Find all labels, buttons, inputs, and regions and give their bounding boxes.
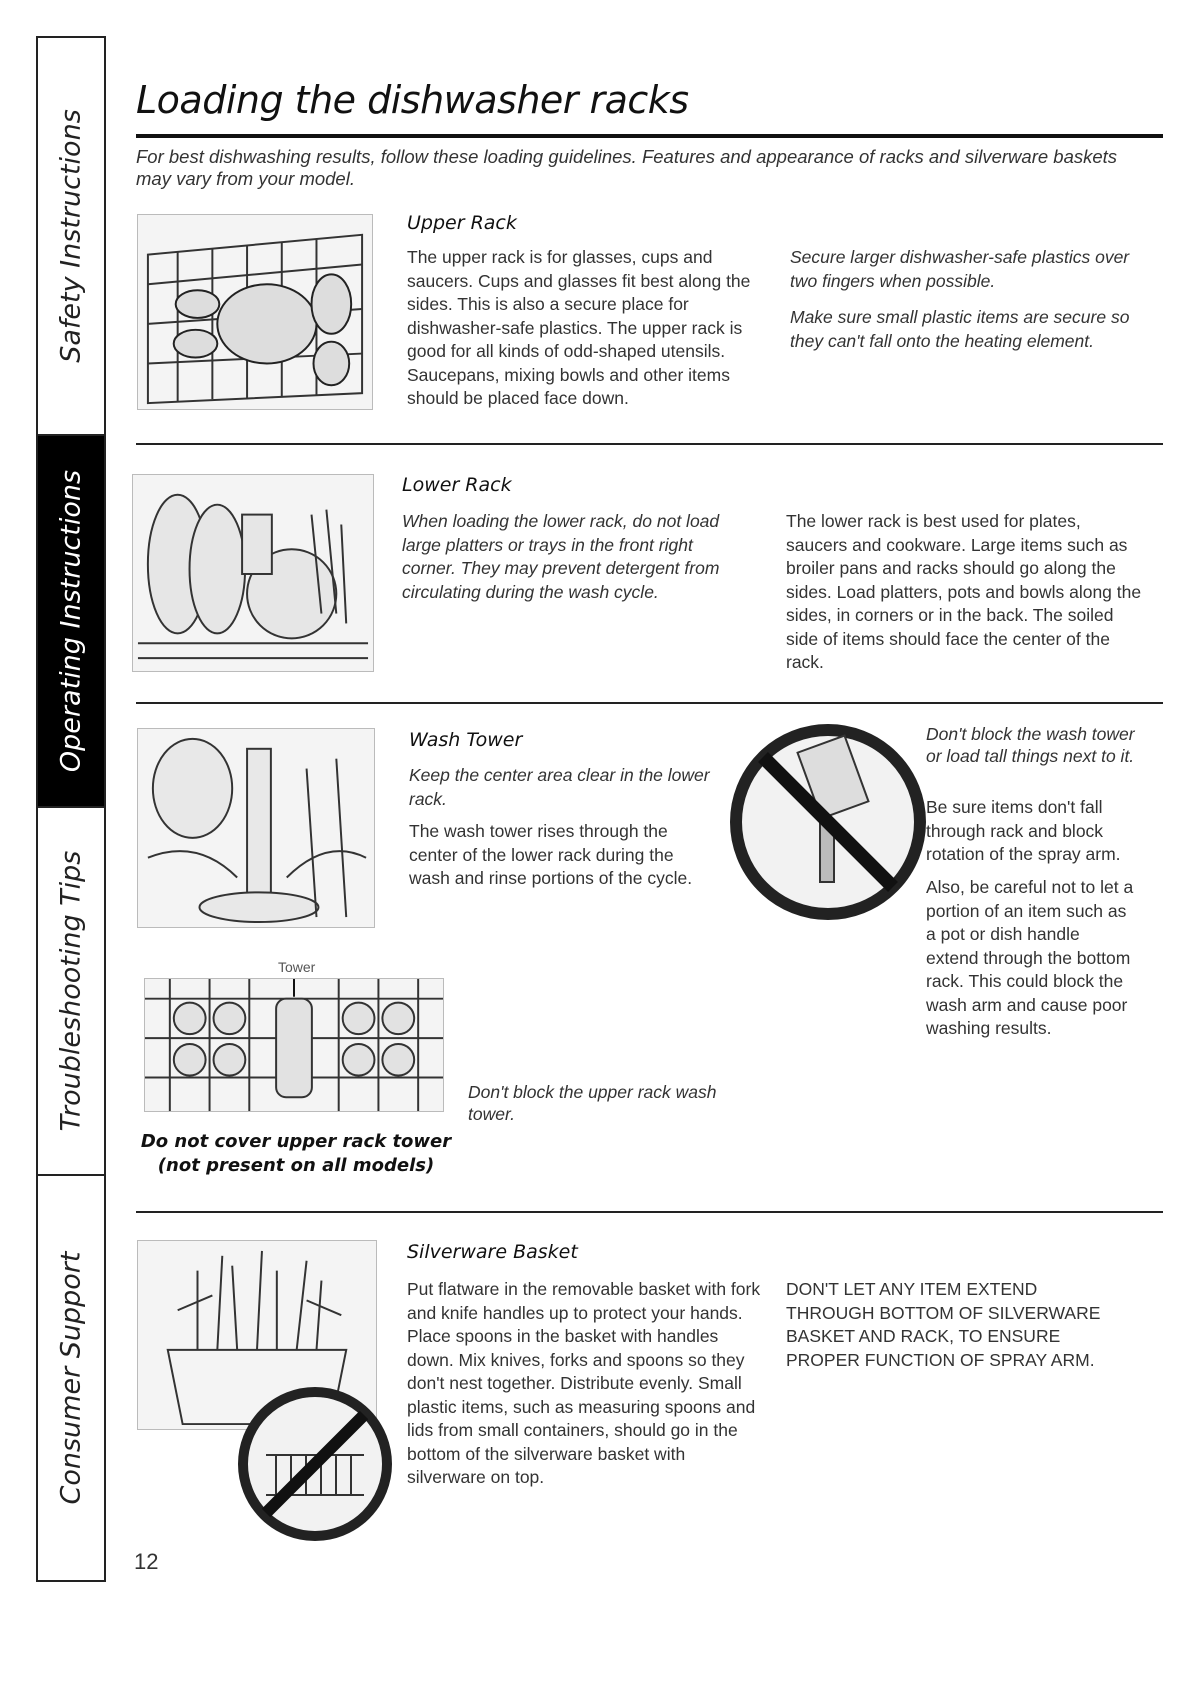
page-title: Loading the dishwasher racks (136, 78, 689, 122)
section-divider (136, 702, 1163, 704)
wash-tower-side-note: Don't block the wash tower or load tall things next to it. (926, 724, 1135, 766)
upper-rack-heading: Upper Rack (407, 212, 517, 234)
lower-rack-heading: Lower Rack (402, 474, 512, 496)
silverware-body: Put flatware in the removable basket with fork and knife handles up to protect your hands. Place spoons in the basket with handles down. Mix knives, forks and spoons so they don't nest together. Distribute evenly. Small plastic items, such as measuring spoons and lids from small containers, should go in the bottom of the silverware basket with silverware on top. (407, 1279, 761, 1487)
upper-rack-tower-caption: Do not cover upper rack tower (not present on all models) (140, 1131, 452, 1176)
upper-rack-tower-illustration (144, 978, 444, 1112)
silverware-warning: DON'T LET ANY ITEM EXTEND THROUGH BOTTOM OF SILVERWARE BASKET AND RACK, TO ENSURE PROPER FUNCTION OF SPRAY ARM. (786, 1279, 1101, 1370)
prohibited-extend-illustration (236, 1385, 394, 1543)
wash-tower-side-body-spray-arm: Be sure items don't fall through rack and block rotation of the spray arm. (926, 797, 1121, 864)
prohibited-tall-item-illustration (728, 722, 928, 922)
upper-rack-illustration (137, 214, 373, 410)
upper-rack-note-small-items: Make sure small plastic items are secure so they can't fall onto the heating element. (790, 307, 1130, 351)
tab-consumer-support[interactable]: Consumer Support (55, 1251, 87, 1505)
wash-tower-note: Keep the center area clear in the lower rack. (409, 765, 710, 809)
tab-operating-instructions[interactable]: Operating Instructions (38, 436, 104, 808)
title-divider (136, 134, 1163, 138)
wash-tower-heading: Wash Tower (409, 729, 523, 751)
wash-tower-illustration (137, 728, 375, 928)
section-divider (136, 1211, 1163, 1213)
tab-safety-instructions[interactable]: Safety Instructions (38, 38, 104, 436)
lower-rack-illustration (132, 474, 374, 672)
upper-rack-tower-note: Don't block the upper rack wash tower. (468, 1082, 717, 1124)
side-tab-bar (36, 36, 106, 1582)
wash-tower-body: The wash tower rises through the center of the lower rack during the wash and rinse portions of the cycle. (409, 821, 693, 888)
tower-label: Tower (278, 959, 316, 975)
page-number: 12 (134, 1549, 159, 1574)
upper-rack-note-plastics: Secure larger dishwasher-safe plastics over two fingers when possible. (790, 247, 1130, 291)
lower-rack-body: The lower rack is best used for plates, saucers and cookware. Large items such as broiler pans and racks should go along the sides. Load platters, pots and bowls along the sides, in corners or in the back. The soiled side of items should face the center of the rack. (786, 511, 1142, 672)
wash-tower-side-body-handles: Also, be careful not to let a portion of an item such as a pot or dish handle extend through the bottom rack. This could block the wash arm and cause poor washing results. (926, 877, 1134, 1038)
lower-rack-note: When loading the lower rack, do not load large platters or trays in the front right corner. They may prevent detergent from circulating during the wash cycle. (402, 511, 720, 602)
section-divider (136, 443, 1163, 445)
upper-rack-body: The upper rack is for glasses, cups and saucers. Cups and glasses fit best along the sides. This is also a secure place for dishwasher-safe plastics. The upper rack is good for all kinds of odd-shaped utensils. Saucepans, mixing bowls and other items should be placed face down. (407, 247, 751, 408)
tab-troubleshooting-tips[interactable]: Troubleshooting Tips (38, 808, 104, 1176)
silverware-heading: Silverware Basket (407, 1241, 578, 1263)
intro-text: For best dishwashing results, follow these loading guidelines. Features and appearance of racks and silverware baskets may vary from your model. (136, 146, 1118, 189)
